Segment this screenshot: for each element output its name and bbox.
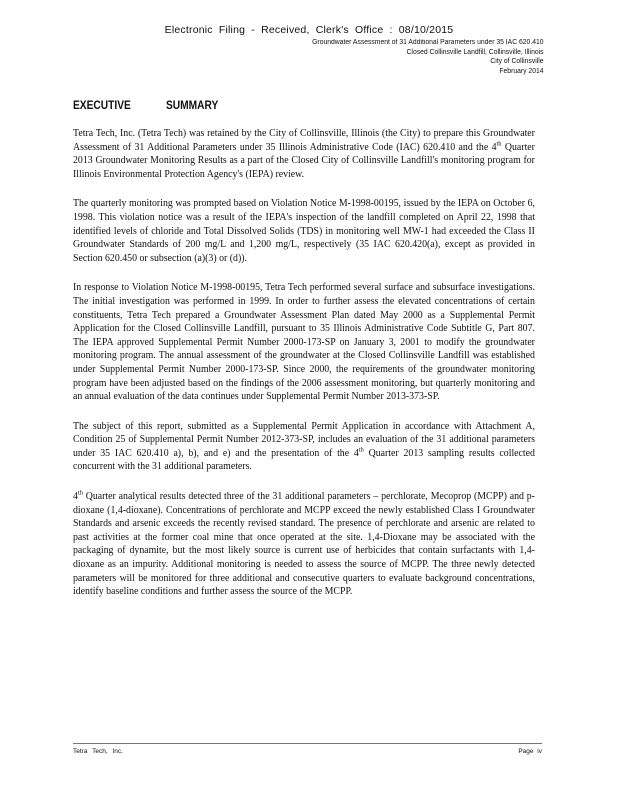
paragraph-2: The quarterly monitoring was prompted based on Violation Notice M-1998-00195, issued by the IEPA on October 6, 1998. This violation notice was a result of the IEPA's inspection of the landfill completed on April 22, 1998 that identified levels of chloride and Total Dissolved Solids (TDS) in monitoring well MW-1 had exceeded the Class II Groundwater Standards of 200 mg/L and 1,200 mg/L, respectively (35 IAC 620.420(a), except as provided in Section 620.450 or subsection (a)(3) or (d)).: [73, 198, 535, 264]
footer-company: Tetra Tech, Inc.: [73, 748, 123, 755]
paragraph-4: The subject of this report, submitted as a Supplemental Permit Application in accordance with Attachment A, Condition 25 of Supplemental Permit Number 2012-373-SP, includes an evaluation of the 31 additional parameters under 35 IAC 620.410 a), b), and e) and the presentation of the 4th Quarter 2013 sampling results collected concurrent with the 31 additional parameters.: [73, 420, 535, 473]
body-text: [73, 127, 542, 615]
footer-page-number: Page iv: [518, 748, 542, 755]
document-header: [313, 38, 544, 76]
paragraph-3: In response to Violation Notice M-1998-00195, Tetra Tech performed several surface and subsurface investigations. The initial investigation was performed in 1999. In order to further assess the elevated concentrations of certain constituents, Tetra Tech prepared a Groundwater Assessment Plan dated May 2000 as a Supplemental Permit Application for the Closed Collinsville Landfill, pursuant to 35 Illinois Administrative Code Subtitle G, Part 807. The IEPA approved Supplemental Permit Number 2000-173-SP on January 3, 2001 to modify the groundwater monitoring program. The annual assessment of the groundwater at the Closed Collinsville Landfill was established under Supplemental Permit Number 2000-173-SP. Since 2000, the requirements of the groundwater monitoring program have been adjusted based on the findings of the 2006 assessment monitoring, but quarterly monitoring and an annual evaluation of the data continues under Supplemental Permit Number 2013-373-SP.: [73, 282, 535, 403]
paragraph-1: Tetra Tech, Inc. (Tetra Tech) was retained by the City of Collinsville, Illinois (the City) to prepare this Groundwater Assessment of 31 Additional Parameters under 35 Illinois Administrative Code (IAC) 620.410 and the 4th Quarter 2013 Groundwater Monitoring Results as a part of the Closed City of Collinsville Landfill's monitoring program for Illinois Environmental Protection Agency's (IEPA) review.: [73, 128, 535, 180]
footer-divider: [73, 743, 542, 744]
filing-stamp: Electronic Filing - Received, Clerk's Office : 08/10/2015: [164, 24, 454, 36]
header-date: February 2014: [499, 67, 544, 75]
paragraph-5: 4th Quarter analytical results detected three of the 31 additional parameters – perchlorate, Mecoprop (MCPP) and p-dioxane (1,4-dioxane). Concentrations of perchlorate and MCPP exceed the newly established Class I Groundwater Standards and arsenic exceeds the recently revised standard. The presence of perchlorate and arsenic are related to past activities at the former coal mine that once operated at the site. 1,4-Dioxane may be associated with the packaging of dynamite, but the most likely source is current use of herbicides that contain surfactants with 1,4-dioxane as an impurity. Additional monitoring is needed to assess the source of MCPP. The three newly detected parameters will be monitored for three additional and consecutive quarters to evaluate background concentrations, identify baseline conditions and further assess the source of the MCPP.: [73, 489, 535, 598]
header-client: City of Collinsville: [490, 58, 544, 65]
section-title: EXECUTIVE SUMMARY: [73, 98, 219, 112]
header-site-name: Closed Collinsville Landfill, Collinsville, Illinois: [407, 48, 544, 56]
header-report-title: Groundwater Assessment of 31 Additional Parameters under 35 IAC 620.410: [312, 39, 544, 46]
